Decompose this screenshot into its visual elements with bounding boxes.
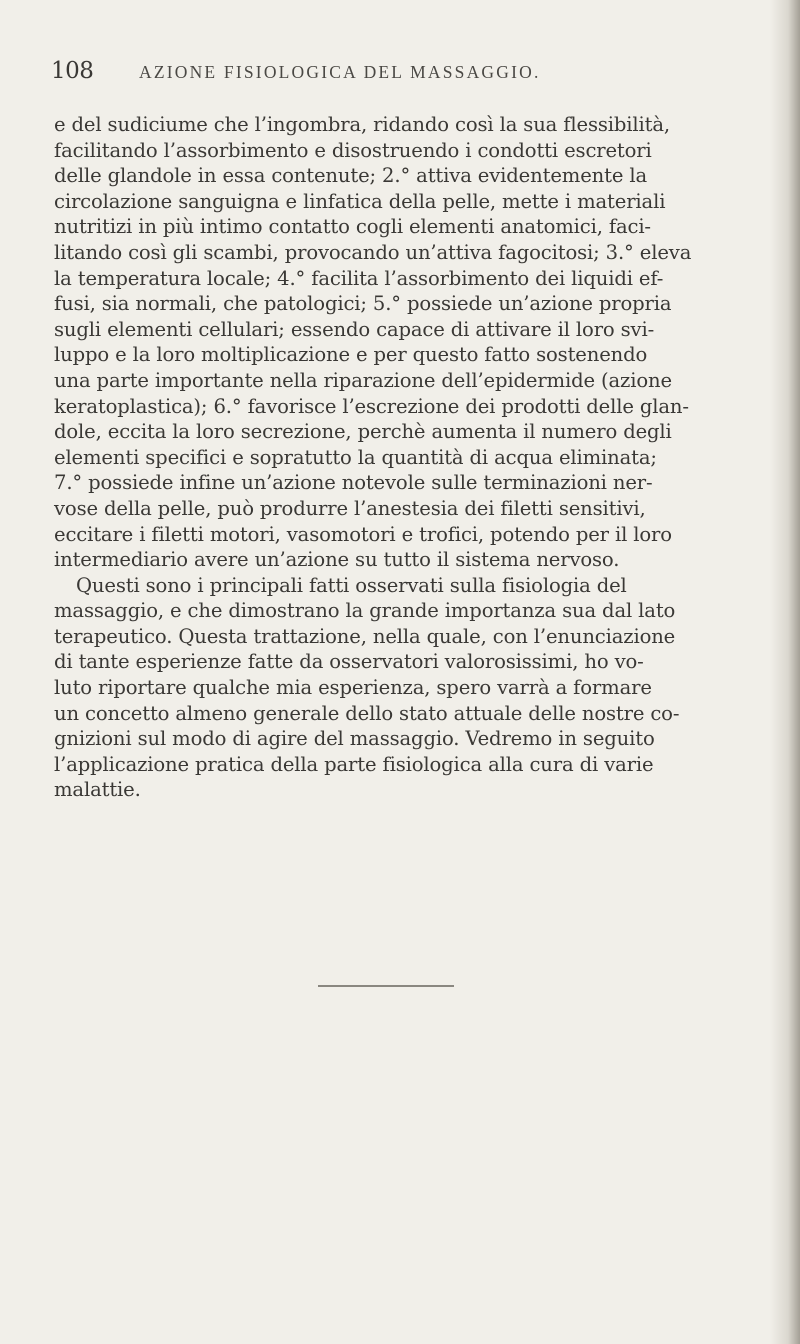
text-line: keratoplastica); 6.° favorisce l’escrezione dei prodotti delle glan- <box>54 394 689 418</box>
text-line: e del sudiciume che l’ingombra, ridando così la sua flessibilità, <box>54 113 670 136</box>
body-text <box>54 112 780 803</box>
running-title: AZIONE FISIOLOGICA DEL MASSAGGIO. <box>139 62 541 82</box>
text-line: elementi specifici e sopratutto la quantità di acqua eliminata; <box>54 445 657 469</box>
text-line: gnizioni sul modo di agire del massaggio. Vedremo in seguito <box>54 727 655 751</box>
paragraph-start-line: Questi sono i principali fatti osservati sulla fisiologia del <box>76 573 627 597</box>
text-line: luppo e la loro moltiplicazione e per questo fatto sostenendo <box>54 343 648 367</box>
text-line: nutritizi in più intimo contatto cogli elementi anatomici, faci- <box>54 215 651 239</box>
text-line: fusi, sia normali, che patologici; 5.° possiede un’azione propria <box>54 292 672 316</box>
text-line: la temperatura locale; 4.° facilita l’assorbimento dei liquidi ef- <box>54 266 664 290</box>
text-line: facilitando l’assorbimento e disostruendo i condotti escretori <box>54 138 652 162</box>
section-divider <box>318 985 454 987</box>
text-line: vose della pelle, può produrre l’anestesia dei filetti sensitivi, <box>54 496 646 520</box>
text-line: dole, eccita la loro secrezione, perchè aumenta il numero degli <box>54 420 672 444</box>
text-line: l’applicazione pratica della parte fisiologica alla cura di varie <box>54 752 654 776</box>
text-line: eccitare i filetti motori, vasomotori e trofici, potendo per il loro <box>54 522 672 546</box>
text-line: di tante esperienze fatte da osservatori valorosissimi, ho vo- <box>54 650 644 674</box>
text-line: un concetto almeno generale dello stato attuale delle nostre co- <box>54 701 680 725</box>
page-edge-shadow <box>770 0 800 1344</box>
text-line: massaggio, e che dimostrano la grande importanza sua dal lato <box>54 599 676 623</box>
page-number: 108 <box>51 58 94 84</box>
text-line: malattie. <box>54 778 141 802</box>
text-line: 7.° possiede infine un’azione notevole sulle terminazioni ner- <box>54 471 653 495</box>
text-line: sugli elementi cellulari; essendo capace di attivare il loro svi- <box>54 317 655 341</box>
text-line: terapeutico. Questa trattazione, nella quale, con l’enunciazione <box>54 624 676 648</box>
page-header <box>51 58 771 88</box>
text-line: una parte importante nella riparazione dell’epidermide (azione <box>54 368 672 392</box>
text-line: circolazione sanguigna e linfatica della pelle, mette i materiali <box>54 189 666 213</box>
text-line: delle glandole in essa contenute; 2.° attiva evidentemente la <box>54 164 648 188</box>
text-line: intermediario avere un’azione su tutto il sistema nervoso. <box>54 548 620 572</box>
text-line: luto riportare qualche mia esperienza, spero varrà a formare <box>54 676 652 700</box>
text-line: litando così gli scambi, provocando un’attiva fagocitosi; 3.° eleva <box>54 240 692 264</box>
